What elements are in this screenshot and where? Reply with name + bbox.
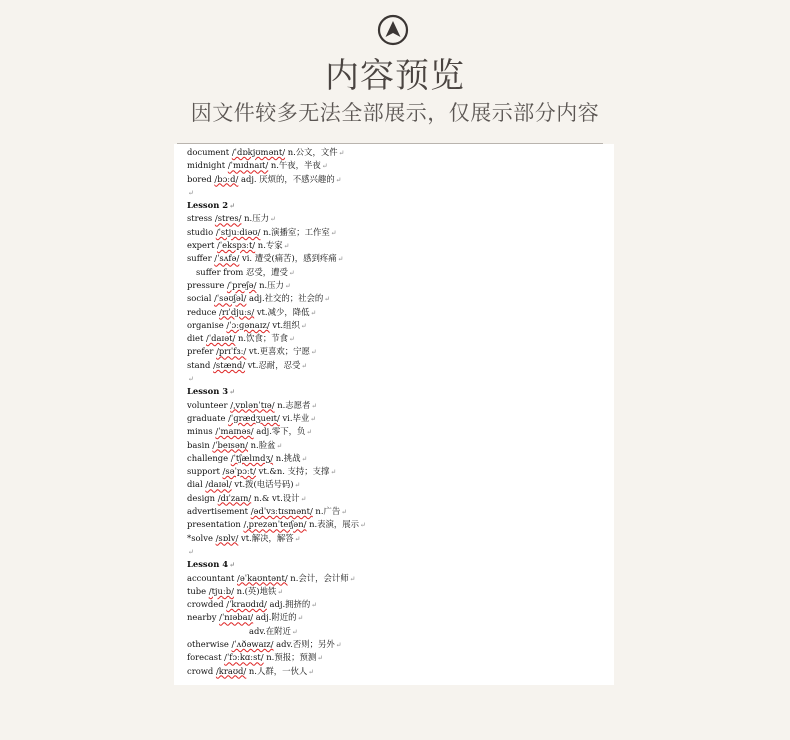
- paragraph-mark-icon: ↵: [321, 162, 328, 171]
- vocab-phonetic: /ˈmaɪnəs/: [215, 426, 254, 437]
- vocab-word: bored: [187, 173, 212, 184]
- vocab-word: otherwise: [187, 638, 229, 649]
- vocab-word: pressure: [187, 279, 225, 290]
- vocab-word: basin: [187, 439, 210, 450]
- vocab-definition: n.饮食；节食: [235, 333, 288, 344]
- paragraph-mark-icon: ↵: [349, 574, 356, 583]
- paragraph-mark-icon: ↵: [300, 494, 307, 503]
- vocab-phonetic: /ˈsʌfə/: [214, 253, 240, 264]
- blank-line: [187, 186, 604, 199]
- vocab-definition: n.压力: [241, 213, 269, 224]
- vocab-definition: vt.更喜欢；宁愿: [246, 346, 310, 357]
- vocab-word: *solve: [187, 532, 213, 543]
- paragraph-mark-icon: ↵: [310, 414, 317, 423]
- vocab-entry: [187, 319, 604, 332]
- vocab-word: minus: [187, 426, 213, 437]
- vocab-phonetic: /ədˈvɜːtɪsmənt/: [250, 506, 313, 517]
- vocab-entry: [187, 252, 604, 265]
- vocab-entry: [187, 572, 604, 585]
- vocab-word: stress: [187, 213, 213, 224]
- vocab-phonetic: /bɔːd/: [214, 173, 239, 184]
- paragraph-mark-icon: ↵: [360, 521, 366, 530]
- vocab-phonetic: /dɪˈzaɪn/: [217, 492, 252, 503]
- vocabulary-list: [187, 146, 604, 678]
- paragraph-mark-icon: ↵: [330, 468, 337, 477]
- vocab-entry: [187, 638, 604, 651]
- paragraph-mark-icon: ↵: [317, 654, 324, 663]
- vocab-definition: vi.毕业: [279, 412, 310, 423]
- vocab-word: graduate: [187, 412, 226, 423]
- paragraph-mark-icon: ↵: [188, 375, 194, 384]
- vocab-definition: n.& vt.设计: [251, 492, 300, 503]
- lesson-heading-text: Lesson 2: [187, 200, 229, 211]
- vocab-phonetic: /ˈekspɜːt/: [217, 240, 256, 251]
- vocab-phonetic: /ˈstjuːdiəʊ/: [215, 226, 261, 237]
- vocab-entry: [187, 598, 604, 611]
- vocab-definition: adj.附近的: [253, 612, 297, 623]
- paragraph-mark-icon: ↵: [284, 281, 291, 290]
- vocab-phonetic: /ˈɔːɡənaɪz/: [226, 319, 270, 330]
- vocab-phonetic: /daɪəl/: [205, 479, 232, 490]
- lesson-heading: [187, 385, 604, 398]
- vocab-phonetic: /sɒlv/: [215, 532, 239, 543]
- vocab-phonetic: /rɪˈdjuːs/: [219, 306, 255, 317]
- paragraph-mark-icon: ↵: [310, 348, 317, 357]
- up-arrow-circle-icon: [377, 14, 409, 46]
- document-preview: [174, 144, 614, 685]
- vocab-definition: n.公文，文件: [285, 147, 338, 157]
- vocab-definition: vi. 遭受(痛苦)，感到疼痛: [239, 253, 337, 264]
- vocab-definition: vt.拨(电话号码): [231, 479, 294, 490]
- vocab-word: dial: [187, 479, 203, 490]
- vocab-word: studio: [187, 226, 214, 237]
- lesson-heading: [187, 199, 604, 212]
- paragraph-mark-icon: ↵: [338, 149, 345, 157]
- paragraph-mark-icon: ↵: [310, 308, 317, 317]
- vocab-word: diet: [187, 333, 204, 344]
- vocab-word: document: [187, 147, 230, 157]
- vocab-entry: [187, 492, 604, 505]
- paragraph-mark-icon: ↵: [311, 601, 318, 610]
- vocab-phonetic: /ˌvɒlənˈtɪə/: [230, 399, 275, 410]
- vocab-entry: [187, 425, 604, 438]
- vocab-word: midnight: [187, 160, 226, 171]
- paragraph-mark-icon: ↵: [297, 614, 304, 623]
- blank-line: [187, 545, 604, 558]
- vocab-definition: n.压力: [256, 279, 284, 290]
- vocab-definition: n.广告: [312, 506, 341, 517]
- vocab-definition: n.表演，展示: [306, 519, 360, 530]
- vocab-definition: n.会计，会计师: [287, 572, 349, 583]
- vocab-word: tube: [187, 585, 207, 596]
- vocab-word: suffer: [187, 253, 212, 264]
- vocab-entry: [187, 532, 604, 545]
- vocab-entry: [187, 212, 604, 225]
- vocab-word: organise: [187, 319, 224, 330]
- vocab-phonetic: /ˈtʃælɪndʒ/: [230, 452, 274, 463]
- vocab-phonetic: /ˌprezənˈteɪʃən/: [243, 519, 307, 530]
- vocab-phonetic: /səˈpɔːt/: [222, 466, 256, 477]
- vocab-definition: adj. 厌烦的，不感兴趣的: [238, 173, 335, 184]
- vocab-definition: n.人群，一伙人: [246, 665, 308, 676]
- vocab-word: accountant: [187, 572, 235, 583]
- paragraph-mark-icon: ↵: [269, 215, 276, 224]
- paragraph-mark-icon: ↵: [335, 175, 342, 184]
- vocab-entry: [187, 505, 604, 518]
- page-subtitle: 因文件较多无法全部展示，仅展示部分内容: [190, 101, 600, 125]
- paragraph-mark-icon: ↵: [188, 547, 194, 556]
- paragraph-mark-icon: ↵: [294, 481, 301, 490]
- vocab-phonetic: /ˈmɪdnaɪt/: [227, 160, 269, 171]
- paragraph-mark-icon: ↵: [301, 361, 308, 370]
- vocab-word: volunteer: [187, 399, 228, 410]
- vocab-phonetic: /ˈpreʃə/: [226, 279, 257, 290]
- vocab-phonetic: /ˈbeɪsən/: [212, 439, 248, 450]
- vocab-word: stand: [187, 359, 211, 370]
- vocab-definition: vt.组织: [269, 319, 300, 330]
- paragraph-mark-icon: ↵: [229, 560, 235, 570]
- paragraph-mark-icon: ↵: [308, 667, 315, 676]
- vocab-entry: [187, 399, 604, 412]
- paragraph-mark-icon: ↵: [229, 201, 235, 211]
- paragraph-mark-icon: ↵: [229, 387, 235, 397]
- paragraph-mark-icon: ↵: [300, 321, 307, 330]
- lesson-heading: [187, 558, 604, 571]
- vocab-entry: [187, 226, 604, 239]
- paragraph-mark-icon: ↵: [294, 534, 301, 543]
- vocab-word: prefer: [187, 346, 214, 357]
- vocab-phonetic: /kraʊd/: [215, 665, 247, 676]
- vocab-word: design: [187, 492, 216, 503]
- vocab-phonetic: /stres/: [214, 213, 242, 224]
- vocab-entry: [187, 159, 604, 172]
- vocab-entry: [187, 465, 604, 478]
- paragraph-mark-icon: ↵: [330, 228, 337, 237]
- vocab-phonetic: /ˈdaɪət/: [206, 333, 236, 344]
- vocab-phrase-text: suffer from 忍受，遭受: [196, 266, 288, 277]
- paragraph-mark-icon: ↵: [311, 401, 318, 410]
- vocab-word: nearby: [187, 612, 217, 623]
- lesson-heading-text: Lesson 4: [187, 559, 229, 570]
- vocab-word: presentation: [187, 519, 241, 530]
- vocab-entry: [187, 412, 604, 425]
- vocab-phonetic: /ˈʌðəwaɪz/: [231, 638, 274, 649]
- vocab-definition: adj.社交的；社会的: [246, 293, 324, 304]
- vocab-phonetic: /tjuːb/: [208, 585, 234, 596]
- vocab-entry: [187, 585, 604, 598]
- vocab-word: expert: [187, 240, 215, 251]
- vocab-entry: [187, 292, 604, 305]
- vocab-word: support: [187, 466, 220, 477]
- vocab-definition: n.(英)地铁: [233, 585, 277, 596]
- paragraph-mark-icon: ↵: [277, 587, 284, 596]
- vocab-definition: vt.解决，解答: [238, 532, 294, 543]
- vocab-definition: vt.&n. 支持；支撑: [255, 466, 330, 477]
- paragraph-mark-icon: ↵: [283, 242, 290, 251]
- vocab-definition: n.脸盆: [248, 439, 276, 450]
- vocab-entry: [187, 651, 604, 664]
- vocab-definition: adj.零下，负: [253, 426, 306, 437]
- vocab-entry: [187, 518, 604, 531]
- vocab-definition: adj.拥挤的: [266, 599, 311, 610]
- vocab-word: reduce: [187, 306, 217, 317]
- page-title: 内容预览: [325, 56, 465, 96]
- vocab-entry: [187, 279, 604, 292]
- paragraph-mark-icon: ↵: [337, 255, 344, 264]
- paragraph-mark-icon: ↵: [288, 268, 295, 277]
- vocab-phonetic: /ˈdɒkjʊmənt/: [231, 147, 286, 157]
- lesson-heading-text: Lesson 3: [187, 386, 229, 397]
- vocab-word: forecast: [187, 652, 222, 663]
- vocab-continuation: [187, 625, 604, 638]
- vocab-entry: [187, 439, 604, 452]
- paragraph-mark-icon: ↵: [324, 295, 331, 304]
- vocab-definition: n.专家: [255, 240, 283, 251]
- paragraph-mark-icon: ↵: [341, 508, 348, 517]
- vocab-definition: n.志愿者: [274, 399, 311, 410]
- vocab-entry: [187, 345, 604, 358]
- vocab-entry: [187, 478, 604, 491]
- vocab-word: challenge: [187, 452, 229, 463]
- vocab-entry: [187, 452, 604, 465]
- vocab-definition: adv.否则；另外: [273, 638, 335, 649]
- vocab-definition: vt.减少，降低: [254, 306, 310, 317]
- vocab-phrase: [187, 266, 604, 279]
- paragraph-mark-icon: ↵: [288, 335, 295, 344]
- vocab-word: advertisement: [187, 506, 249, 517]
- vocab-phonetic: /stænd/: [213, 359, 246, 370]
- vocab-phonetic: /ˈɡrædʒueɪt/: [228, 412, 280, 423]
- vocab-definition: n.挑战: [273, 452, 301, 463]
- vocab-entry: [187, 239, 604, 252]
- vocab-phonetic: /ˈnɪəbaɪ/: [219, 612, 254, 623]
- vocab-word: crowd: [187, 665, 214, 676]
- vocab-entry: [187, 306, 604, 319]
- vocab-phonetic: /prɪˈfɜː/: [216, 346, 247, 357]
- paragraph-mark-icon: ↵: [335, 640, 342, 649]
- vocab-entry: [187, 173, 604, 186]
- blank-line: [187, 372, 604, 385]
- vocab-entry: [187, 611, 604, 624]
- vocab-definition: n.预报；预测: [263, 652, 317, 663]
- vocab-phonetic: /ˈfɔːkɑːst/: [224, 652, 264, 663]
- vocab-phonetic: /ˈsəʊʃəl/: [214, 293, 247, 304]
- paragraph-mark-icon: ↵: [301, 454, 308, 463]
- vocab-phonetic: /əˈkaʊntənt/: [237, 572, 288, 583]
- vocab-entry: [187, 665, 604, 678]
- vocab-word: social: [187, 293, 212, 304]
- vocab-definition: n.午夜，半夜: [268, 160, 321, 171]
- vocab-continuation-text: adv.在附近: [249, 625, 291, 636]
- paragraph-mark-icon: ↵: [306, 428, 313, 437]
- vocab-definition: vt.忍耐，忍受: [245, 359, 301, 370]
- paragraph-mark-icon: ↵: [291, 627, 298, 636]
- paragraph-mark-icon: ↵: [188, 188, 194, 197]
- paragraph-mark-icon: ↵: [276, 441, 283, 450]
- vocab-definition: n.演播室；工作室: [260, 226, 330, 237]
- vocab-phonetic: /ˈkraʊdɪd/: [226, 599, 267, 610]
- vocab-entry: [187, 332, 604, 345]
- vocab-word: crowded: [187, 599, 224, 610]
- vocab-entry: [187, 359, 604, 372]
- vocab-entry: [187, 146, 604, 159]
